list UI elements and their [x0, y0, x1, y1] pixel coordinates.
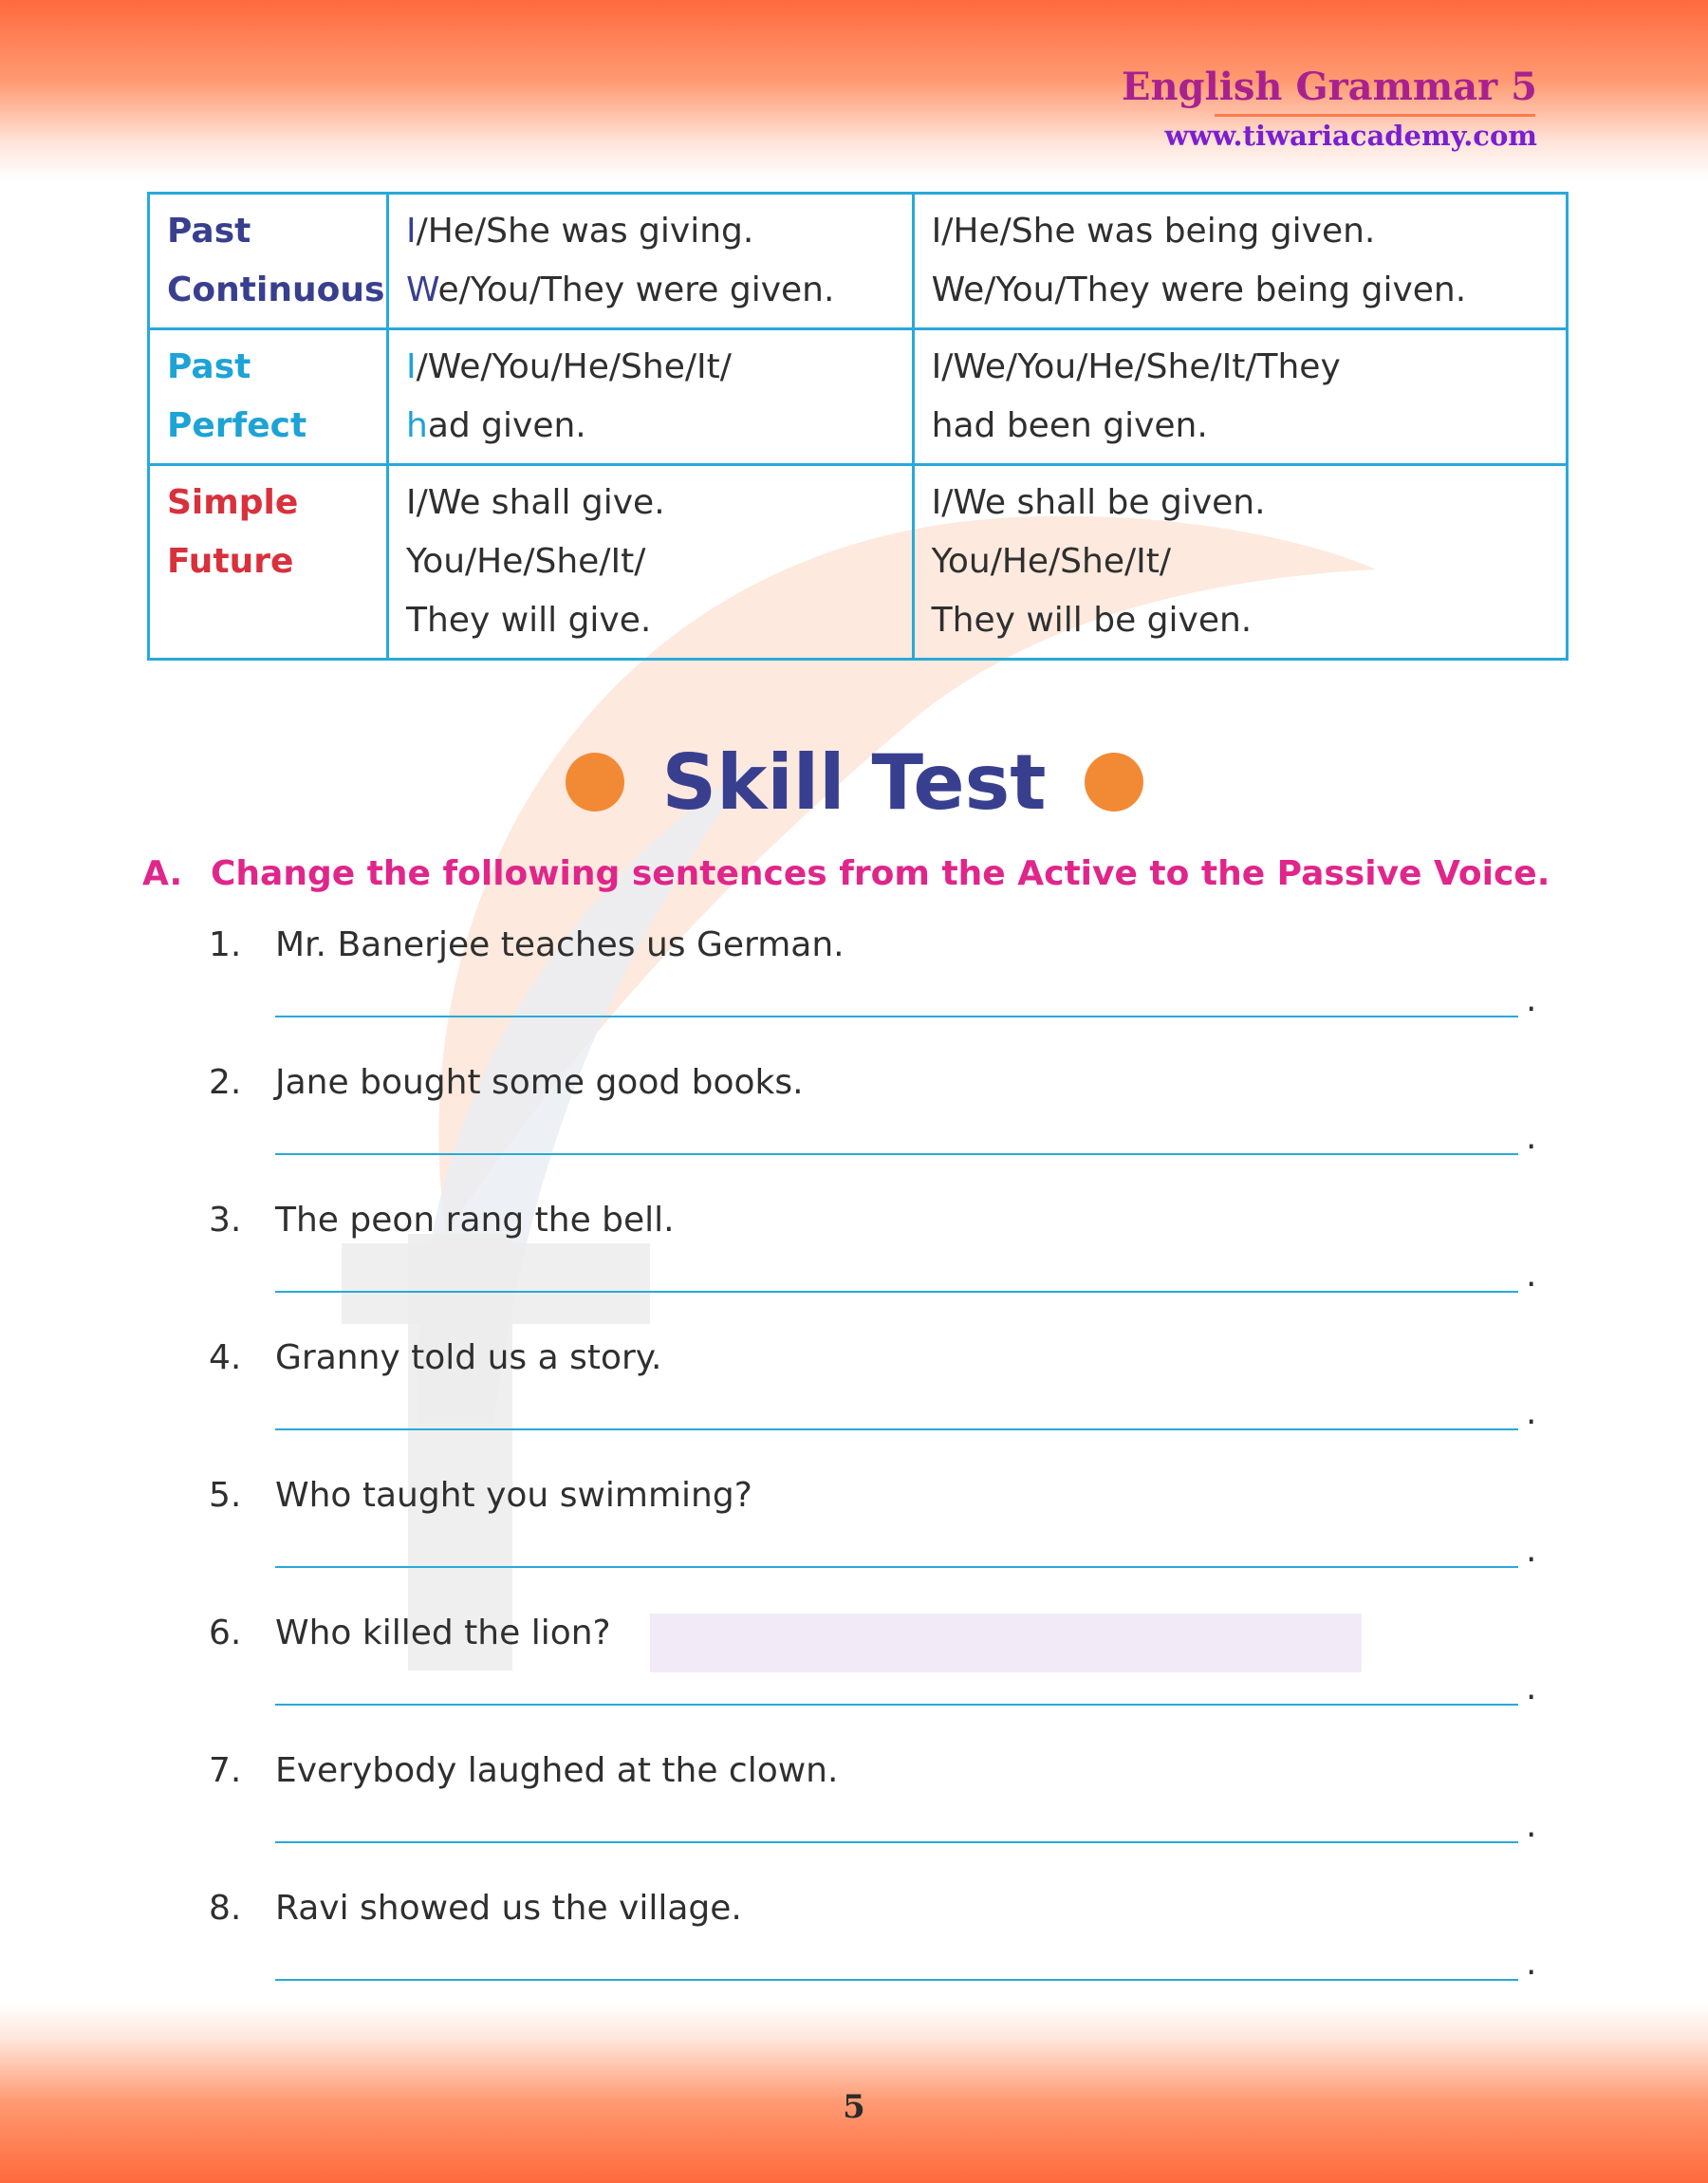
answer-line[interactable]: [275, 1153, 1518, 1155]
list-item: 2. Jane bought some good books. .: [209, 1063, 1537, 1157]
page-number: 5: [843, 2088, 865, 2126]
website-link[interactable]: www.tiwariacademy.com: [1164, 120, 1537, 152]
exercise-instruction: A. Change the following sentences from the Active to the Passive Voice.: [142, 854, 1550, 893]
passive-form: I/He/She was being given. We/You/They were being given.: [913, 194, 1567, 329]
answer-line[interactable]: [275, 1291, 1518, 1293]
passive-form: I/We/You/He/She/It/They had been given.: [913, 329, 1567, 465]
book-title: English Grammar 5: [1121, 65, 1537, 109]
passive-form: I/We shall be given. You/He/She/It/ They will be given.: [913, 465, 1567, 660]
list-item: 1. Mr. Banerjee teaches us German. .: [209, 925, 1537, 1019]
tense-label: Past Perfect: [149, 329, 388, 465]
tense-label: Simple Future: [149, 465, 388, 660]
answer-line[interactable]: [275, 1979, 1518, 1981]
answer-line[interactable]: [275, 1428, 1518, 1430]
list-item: 6. Who killed the lion? .: [209, 1614, 1537, 1707]
active-form: I/We/You/He/She/It/ had given.: [387, 329, 913, 465]
answer-line[interactable]: [275, 1016, 1518, 1017]
active-form: I/He/She was giving. We/You/They were given.: [387, 194, 913, 329]
tense-label: Past Continuous: [149, 194, 388, 329]
list-item: 4. Granny told us a story. .: [209, 1338, 1537, 1432]
list-item: 7. Everybody laughed at the clown. .: [209, 1751, 1537, 1845]
answer-line[interactable]: [275, 1704, 1518, 1706]
answer-line[interactable]: [275, 1841, 1518, 1843]
answer-line[interactable]: [275, 1566, 1518, 1568]
section-title: Skill Test: [0, 738, 1708, 827]
list-item: 8. Ravi showed us the village. .: [209, 1889, 1537, 1983]
list-item: 5. Who taught you swimming? .: [209, 1476, 1537, 1570]
list-item: 3. The peon rang the bell. .: [209, 1201, 1537, 1295]
active-form: I/We shall give. You/He/She/It/ They will give.: [387, 465, 913, 660]
